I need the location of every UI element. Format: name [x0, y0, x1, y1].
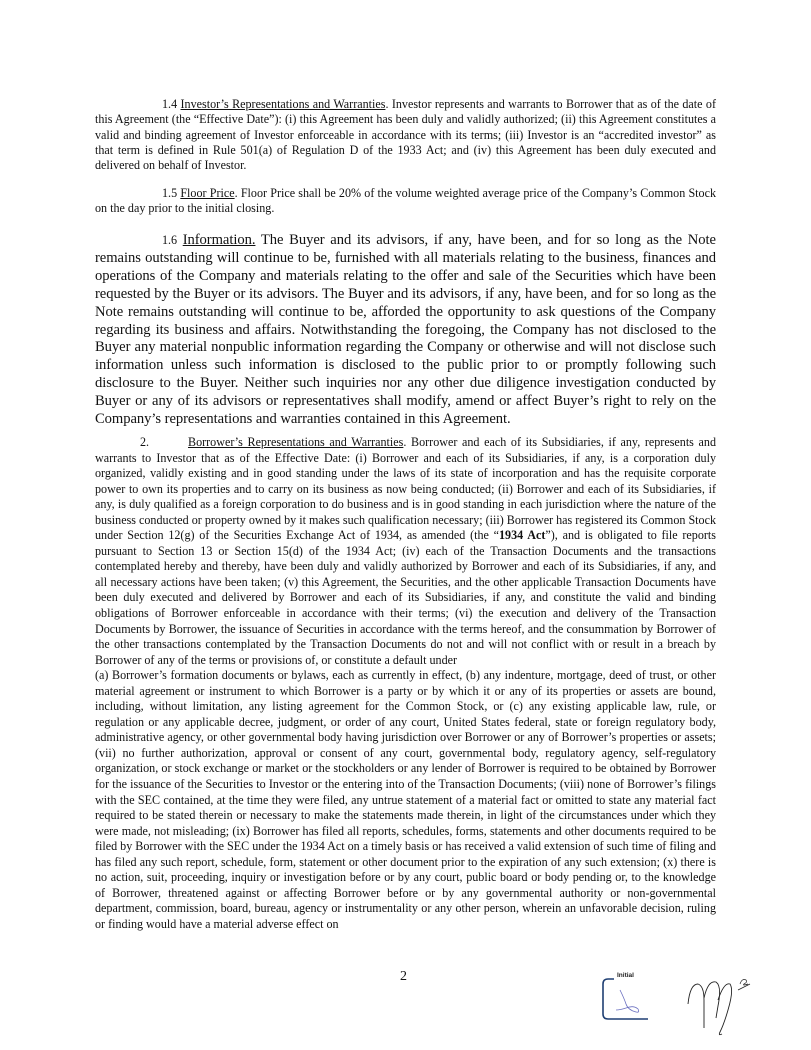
section-heading: Floor Price [180, 186, 235, 200]
section-number: 1.5 [162, 186, 178, 200]
signature-icon [682, 970, 762, 1040]
section-body: The Buyer and its advisors, if any, have been, and for so long as the Note remains outstanding will continue to be, furnished with all materials relating to the business, finances and operations of the Company and materials relating to the offer and sale of the Securities which have been requested by the Buyer or its advisors. The Buyer and its advisors, if any, have been, and for so long as the Note remains outstanding will continue to be, afforded the opportunity to ask questions of the Company regarding its business and affairs. Notwithstanding the foregoing, the Company has not disclosed to the Buyer any material nonpublic information regarding the Company or otherwise and will not disclose such information unless such information is disclosed to the public prior to or promptly following such disclosure to the Buyer. Neither such inquiries nor any other due diligence investigation conducted by Buyer or any of its advisors or representatives shall modify, amend or affect Buyer’s right to rely on the Company’s representations and warranties contained in this Agreement. [95, 232, 716, 428]
initial-stamp[interactable] [602, 972, 648, 1020]
section-heading: Information. [182, 232, 256, 248]
section-number: 1.4 [162, 97, 178, 111]
section-1-5 [95, 186, 716, 217]
section-body: . Investor represents and warrants to Borrower that as of the date of this Agreement (the “Effective Date”): (i) this Agreement has been duly and validly authorized; (ii) this Agreement constitutes a valid and binding agreement of Investor enforceable in accordance with its terms; (iii) Investor is an “accredited investor” as that term is defined in Rule 501(a) of Regulation D of the 1933 Act; and (iv) this Agreement has been duly executed and delivered on behalf of Investor. [95, 97, 716, 173]
section-1-4 [95, 97, 716, 174]
section-number: 1.6 [162, 233, 177, 247]
initial-label: Initial [617, 972, 634, 979]
section-body: . Borrower and each of its Subsidiaries, if any, represents and warrants to Investor that as of the Effective Date: (i) Borrower and each of its Subsidiaries, if any, is a corporation duly organized, validly existing and in good standing under the laws of its state of incorporation and has the requisite corporate power to own its properties and to carry on its business as now being conducted; (ii) Borrower and each of its Subsidiaries, if any, is duly qualified as a foreign corporation to do business and is in good standing in each jurisdiction where the nature of the business conducted or property owned by it makes such qualification necessary; (iii) Borrower has registered its Common Stock under Section 12(g) of the Securities Exchange Act of 1934, as amended (the “ [95, 435, 717, 543]
defined-term: 1934 Act [499, 528, 546, 543]
page-number: 2 [400, 969, 407, 984]
section-body: . Floor Price shall be 20% of the volume weighted average price of the Company’s Common Stock on the day prior to the initial closing. [95, 186, 716, 216]
section-body-continued: ”), and is obligated to file reports pursuant to Section 13 or Section 15(d) of the 1934 Act; (iv) each of the Transaction Documents and the transactions contemplated hereby and thereby, have been duly and validly authorized by Borrower and each of its Subsidiaries, if any, and all necessary actions have been taken; (v) this Agreement, the Securities, and the other applicable Transaction Documents have been duly executed and delivered by Borrower and each of its Subsidiaries, if any, and constitute the valid and binding obligations of Borrower enforceable in accordance with their terms; (vi) the execution and delivery of the Transaction Documents by Borrower, the issuance of Securities in accordance with the terms hereof, and the consummation by Borrower of the other transactions contemplated by the Transaction Documents do not and will not conflict with or result in a breach by Borrower of any of the terms or provisions of, or constitute a default under [95, 528, 716, 667]
section-body-continued: (a) Borrower’s formation documents or bylaws, each as currently in effect, (b) any indenture, mortgage, deed of trust, or other material agreement or instrument to which Borrower is a party or by which it or any of its properties or assets are bound, including, without limitation, any listing agreement for the Common Stock, or (c) any existing applicable law, rule, or regulation or any applicable decree, judgment, or order of any court, United States federal, state or foreign regulatory body, administrative agency, or other governmental body having jurisdiction over Borrower or any of Borrower’s properties or assets; (vii) no further authorization, approval or consent of any court, governmental body, regulatory agency, self-regulatory organization, or stock exchange or market or the stockholders or any lender of Borrower is required to be obtained by Borrower for the issuance of the Securities to Investor or the entering into of the Transaction Documents; (viii) none of Borrower’s filings with the SEC contained, at the time they were filed, any untrue statement of a material fact or omitted to state any material fact required to be stated therein or necessary to make the statements made therein, in light of the circumstances under which they were made, not misleading; (ix) Borrower has filed all reports, schedules, forms, statements and other documents required to be filed by Borrower with the SEC under the 1934 Act on a timely basis or has received a valid extension of such time of filing and has filed any such report, schedule, form, statement or other document prior to the expiration of any such extension; (x) there is no action, suit, proceeding, inquiry or investigation before or by any court, public board or body pending or, to the knowledge of Borrower, threatened against or affecting Borrower before or by any governmental authority or non-governmental department, commission, board, bureau, agency or instrumentality or any other person, wherein an unfavorable decision, ruling or finding would have a material adverse effect on [95, 668, 717, 931]
section-2-part-2 [95, 668, 716, 932]
section-2-part-1 [95, 435, 716, 668]
section-heading: Investor’s Representations and Warranties [180, 97, 386, 111]
section-number: 2. [140, 435, 150, 449]
section-1-6 [95, 232, 716, 429]
section-2 [95, 435, 716, 933]
section-heading: Borrower’s Representations and Warranties [188, 435, 404, 449]
initial-box-border-icon [602, 978, 648, 1020]
